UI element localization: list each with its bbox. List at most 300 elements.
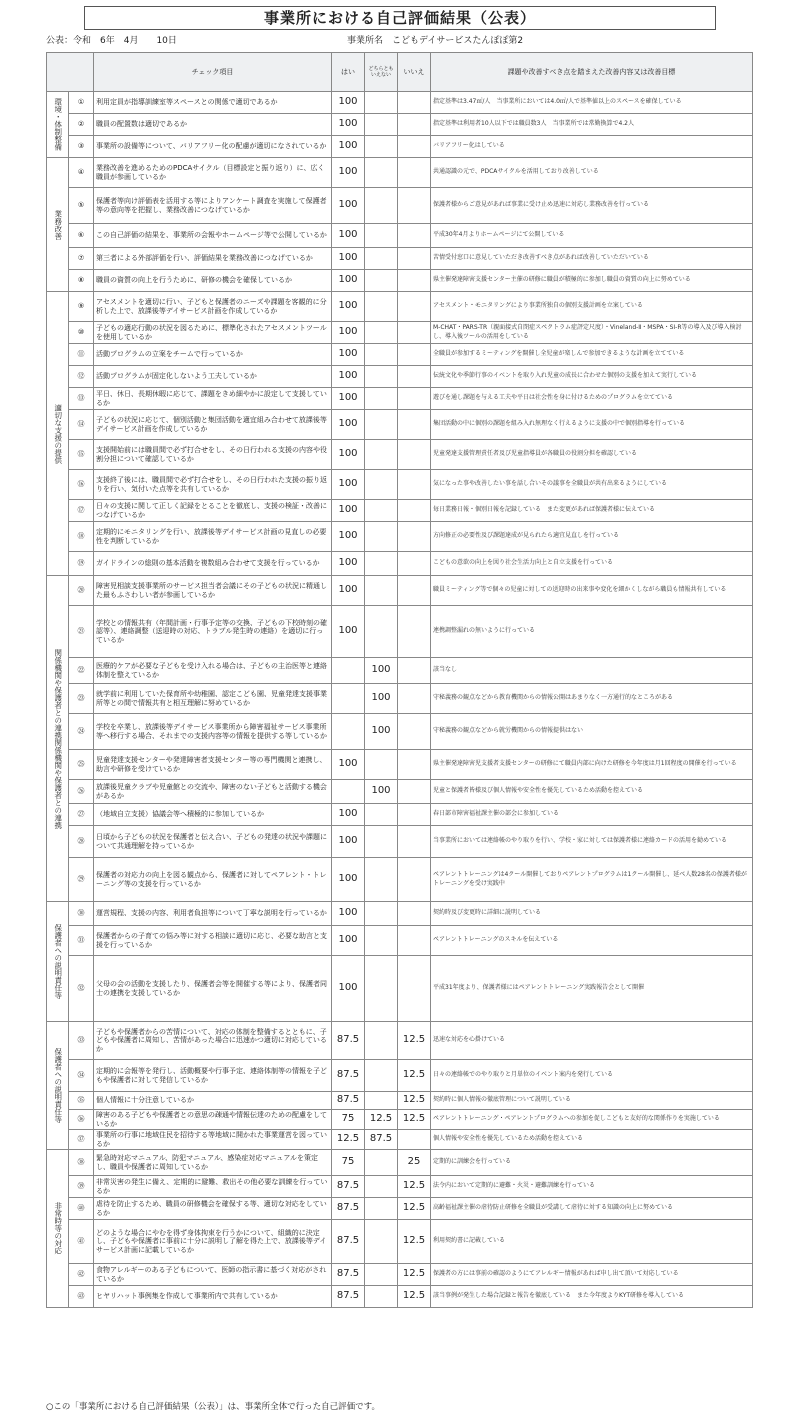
check-item: 保護者の対応力の向上を図る観点から、保護者に対してペアレント・トレーニング等の支援を行っているか [94, 858, 332, 902]
item-number: ㊷ [69, 1264, 94, 1286]
check-item: 保護者からの子育ての悩み等に対する相談に適切に応じ、必要な助言と支援を行っているか [94, 926, 332, 956]
yes-value: 87.5 [332, 1092, 365, 1110]
neither-value [365, 552, 398, 576]
item-number: ⑳ [69, 576, 94, 606]
yes-value: 100 [332, 158, 365, 188]
header-check: チェック項目 [94, 53, 332, 92]
improvement-note: こどもの意欲の向上を図り社会生活力向上と自立支援を行っている [431, 552, 753, 576]
yes-value: 87.5 [332, 1176, 365, 1198]
table-row [47, 224, 753, 248]
item-number: ⑪ [69, 344, 94, 366]
yes-value: 87.5 [332, 1264, 365, 1286]
item-number: ⑲ [69, 552, 94, 576]
check-item: 支援開始前には職員間で必ず打合せをし、その日行われる支援の内容や役割分担について確認しているか [94, 440, 332, 470]
check-item: （地域自立支援）協議会等へ積極的に参加しているか [94, 804, 332, 826]
table-row [47, 1130, 753, 1150]
yes-value: 100 [332, 606, 365, 658]
improvement-note: 遊びを通し課題を与える工夫や平日は社会性を身に付けるためのプログラムを立てている [431, 388, 753, 410]
item-number: ㊱ [69, 1110, 94, 1130]
yes-value: 100 [332, 410, 365, 440]
yes-value: 100 [332, 188, 365, 224]
item-number: ⑦ [69, 248, 94, 270]
yes-value: 100 [332, 826, 365, 858]
table-row [47, 344, 753, 366]
item-number: ⑥ [69, 224, 94, 248]
item-number: ㉔ [69, 714, 94, 750]
table-row [47, 926, 753, 956]
item-number: ② [69, 114, 94, 136]
neither-value [365, 470, 398, 500]
improvement-note: ペアレントトレーニングは4クール開催しておりペアレントプログラムは1クール開催し、延べ人数28名の保護者様がトレーニングを受け実践中 [431, 858, 753, 902]
check-item: 食物アレルギーのある子どもについて、医師の指示書に基づく対応がされているか [94, 1264, 332, 1286]
item-number: ㉛ [69, 926, 94, 956]
neither-value [365, 136, 398, 158]
header-blank [47, 53, 94, 92]
neither-value: 100 [365, 714, 398, 750]
yes-value: 100 [332, 858, 365, 902]
no-value [398, 500, 431, 522]
table-row [47, 804, 753, 826]
check-item: 平日、休日、長期休暇に応じて、課題をきめ細やかに設定して支援しているか [94, 388, 332, 410]
improvement-note: 児童と保護者皆様及び個人情報や安全性を優先しているため活動を控えている [431, 780, 753, 804]
no-value [398, 188, 431, 224]
improvement-note: 苦情受付窓口に意見していただき改善すべき点があれば改善していただいている [431, 248, 753, 270]
neither-value [365, 388, 398, 410]
check-item: 児童発達支援センターや発達障害者支援センター等の専門機関と連携し、助言や研修を受けているか [94, 750, 332, 780]
item-number: ㉞ [69, 1060, 94, 1092]
table-row [47, 1176, 753, 1198]
check-item: アセスメントを適切に行い、子どもと保護者のニーズや課題を客観的に分析した上で、放課後等デイサービス計画を作成しているか [94, 292, 332, 322]
yes-value: 100 [332, 522, 365, 552]
header-improvement: 課題や改善すべき点を踏まえた改善内容又は改善目標 [431, 53, 753, 92]
check-item: 医療的ケアが必要な子どもを受け入れる場合は、子どもの主治医等と連絡体制を整えているか [94, 658, 332, 684]
table-row [47, 158, 753, 188]
improvement-note: 日々の連絡帳でのやり取りと月単位のイベント案内を発行している [431, 1060, 753, 1092]
item-number: ㉓ [69, 684, 94, 714]
check-item: 子どもの状況に応じて、個別活動と集団活動を適宜組み合わせて放課後等デイサービス計画を作成しているか [94, 410, 332, 440]
check-item: 定期的にモニタリングを行い、放課後等デイサービス計画の見直しの必要性を判断しているか [94, 522, 332, 552]
table-row [47, 826, 753, 858]
check-item: 利用定員が指導訓練室等スペースとの関係で適切であるか [94, 92, 332, 114]
no-value [398, 552, 431, 576]
no-value [398, 92, 431, 114]
category-label: 非常時等の対応 [47, 1150, 69, 1308]
table-row [47, 292, 753, 322]
neither-value [365, 1198, 398, 1220]
item-number: ㉚ [69, 902, 94, 926]
neither-value [365, 158, 398, 188]
neither-value [365, 500, 398, 522]
item-number: ⑭ [69, 410, 94, 440]
check-item: 子どもや保護者からの苦情について、対応の体制を整備するとともに、子どもや保護者に周知し、苦情があった場合に迅速かつ適切に対応しているか [94, 1022, 332, 1060]
table-row [47, 684, 753, 714]
table-row [47, 366, 753, 388]
improvement-note: 利用契約書に記載している [431, 1220, 753, 1264]
item-number: ⑰ [69, 500, 94, 522]
check-item: 業務改善を進めるためのPDCAサイクル（目標設定と振り返り）に、広く職員が参画しているか [94, 158, 332, 188]
check-item: 放課後児童クラブや児童館との交流や、障害のない子どもと活動する機会があるか [94, 780, 332, 804]
check-item: 障害のある子どもや保護者との意思の疎通や情報伝達のための配慮をしているか [94, 1110, 332, 1130]
check-item: どのような場合にやむを得ず身体拘束を行うかについて、組織的に決定し、子どもや保護者に事前に十分に説明し了解を得た上で、放課後等デイサービス計画に記載しているか [94, 1220, 332, 1264]
yes-value: 100 [332, 470, 365, 500]
yes-value: 100 [332, 292, 365, 322]
improvement-note: 該当なし [431, 658, 753, 684]
table-row [47, 470, 753, 500]
check-item: 子どもの適応行動の状況を図るために、標準化されたアセスメントツールを使用しているか [94, 322, 332, 344]
yes-value: 100 [332, 344, 365, 366]
yes-value: 87.5 [332, 1198, 365, 1220]
category-label: 保護者への説明責任等 [47, 1022, 69, 1150]
table-row [47, 322, 753, 344]
table-row [47, 1286, 753, 1308]
no-value [398, 388, 431, 410]
neither-value: 12.5 [365, 1110, 398, 1130]
improvement-note: 平成30年4月よりホームページにて公開している [431, 224, 753, 248]
neither-value [365, 804, 398, 826]
table-row [47, 858, 753, 902]
no-value: 12.5 [398, 1286, 431, 1308]
improvement-note: 守秘義務の観点などから教育機関からの情報公開はあまりなく一方通行的なところがある [431, 684, 753, 714]
table-row [47, 136, 753, 158]
item-number: ⑬ [69, 388, 94, 410]
improvement-note: 契約時に個人情報の徹底管理について説明している [431, 1092, 753, 1110]
improvement-note: 指定基準は利用者10人以下では職員数3人 当事業所では常勤換算で4.2人 [431, 114, 753, 136]
yes-value [332, 658, 365, 684]
yes-value [332, 714, 365, 750]
table-row [47, 956, 753, 1022]
table-row [47, 658, 753, 684]
improvement-note: 指定基準は3.47㎡/人 当事業所においては4.0㎡/人で基準値以上のスペースを確保している [431, 92, 753, 114]
no-value [398, 858, 431, 902]
improvement-note: 毎日業務日報・個別日報を記録している また変更があれば保護者様に伝えている [431, 500, 753, 522]
yes-value [332, 684, 365, 714]
table-row [47, 500, 753, 522]
neither-value [365, 522, 398, 552]
no-value [398, 248, 431, 270]
improvement-note: 集団活動の中に個別の課題を組み入れ無理なく行えるように支援の中で個別指導を行っている [431, 410, 753, 440]
neither-value [365, 902, 398, 926]
yes-value: 75 [332, 1110, 365, 1130]
yes-value: 87.5 [332, 1220, 365, 1264]
yes-value: 100 [332, 902, 365, 926]
yes-value: 100 [332, 92, 365, 114]
check-item: 保護者等向け評価表を活用する等によりアンケート調査を実施して保護者等の意向等を把握し、業務改善につなげているか [94, 188, 332, 224]
table-row [47, 270, 753, 292]
check-item: 障害児相談支援事業所のサービス担当者会議にその子どもの状況に精通した最もふさわしい者が参画しているか [94, 576, 332, 606]
no-value [398, 714, 431, 750]
neither-value [365, 188, 398, 224]
no-value [398, 606, 431, 658]
improvement-note: 児童発達支援管理責任者及び児童指導員が各職員の役割分担を確認している [431, 440, 753, 470]
table-row [47, 248, 753, 270]
neither-value [365, 1022, 398, 1060]
table-row [47, 780, 753, 804]
improvement-note: 個人情報や安全性を優先しているため活動を控えている [431, 1130, 753, 1150]
item-number: ④ [69, 158, 94, 188]
table-row [47, 1264, 753, 1286]
table-row [47, 1022, 753, 1060]
check-item: 職員の配置数は適切であるか [94, 114, 332, 136]
neither-value [365, 322, 398, 344]
item-number: ㉖ [69, 780, 94, 804]
neither-value [365, 440, 398, 470]
item-number: ⑮ [69, 440, 94, 470]
item-number: ㊸ [69, 1286, 94, 1308]
improvement-note: 高齢福祉課主催の虐待防止研修を全職員が受講して虐待に対する知識の向上に努めている [431, 1198, 753, 1220]
item-number: ⑧ [69, 270, 94, 292]
office-name: 事業所名 こどもデイサービスたんぽぽ第2 [347, 36, 524, 46]
neither-value [365, 344, 398, 366]
improvement-note: ペアレントトレーニングのスキルを伝えている [431, 926, 753, 956]
no-value [398, 366, 431, 388]
neither-value [365, 224, 398, 248]
improvement-note: 定期的に訓練会を行っている [431, 1150, 753, 1176]
check-item: この自己評価の結果を、事業所の会報やホームページ等で公開しているか [94, 224, 332, 248]
improvement-note: 契約時及び変更時に詳細に説明している [431, 902, 753, 926]
item-number: ㉙ [69, 858, 94, 902]
check-item: 支援終了後には、職員間で必ず打合せをし、その日行われた支援の振り返りを行い、気付いた点等を共有しているか [94, 470, 332, 500]
yes-value: 100 [332, 500, 365, 522]
item-number: ㉟ [69, 1092, 94, 1110]
no-value [398, 158, 431, 188]
yes-value: 100 [332, 270, 365, 292]
yes-value: 87.5 [332, 1060, 365, 1092]
table-row [47, 1060, 753, 1092]
no-value: 12.5 [398, 1060, 431, 1092]
improvement-note: ペアレントトレーニング・ペアレントプログラムへの参加を促しこどもと友好的な関係作りを実施している [431, 1110, 753, 1130]
check-item: 定期的に会報等を発行し、活動概要や行事予定、連絡体制等の情報を子どもや保護者に対して発信しているか [94, 1060, 332, 1092]
no-value [398, 470, 431, 500]
no-value [398, 804, 431, 826]
yes-value: 87.5 [332, 1022, 365, 1060]
improvement-note: 法令内において定期的に避難・火災・避難訓練を行っている [431, 1176, 753, 1198]
no-value [398, 292, 431, 322]
neither-value: 100 [365, 658, 398, 684]
improvement-note: バリアフリー化はしている [431, 136, 753, 158]
item-number: ㉕ [69, 750, 94, 780]
check-item: 就学前に利用していた保育所や幼稚園、認定こども園、児童発達支援事業所等との間で情報共有と相互理解に努めているか [94, 684, 332, 714]
no-value: 12.5 [398, 1092, 431, 1110]
yes-value: 100 [332, 114, 365, 136]
neither-value: 100 [365, 780, 398, 804]
table-row [47, 388, 753, 410]
item-number: ㉜ [69, 956, 94, 1022]
table-row [47, 1150, 753, 1176]
item-number: ㊶ [69, 1220, 94, 1264]
no-value [398, 576, 431, 606]
no-value [398, 322, 431, 344]
table-row [47, 92, 753, 114]
no-value [398, 270, 431, 292]
neither-value [365, 926, 398, 956]
table-row [47, 114, 753, 136]
yes-value: 100 [332, 956, 365, 1022]
neither-value [365, 858, 398, 902]
table-row [47, 714, 753, 750]
no-value: 12.5 [398, 1022, 431, 1060]
table-row [47, 440, 753, 470]
category-label: 環境・体制整備 [47, 92, 69, 158]
no-value [398, 114, 431, 136]
item-number: ㉒ [69, 658, 94, 684]
neither-value: 87.5 [365, 1130, 398, 1150]
improvement-note: 迅速な対応を心掛けている [431, 1022, 753, 1060]
category-label: 保護者への説明責任等 [47, 902, 69, 1022]
yes-value: 100 [332, 750, 365, 780]
improvement-note: 県主催発達障害児支援者支援センターの研修にて職員内部に向けた研修を今年度は月1回程度の開催を行っている [431, 750, 753, 780]
improvement-note: 保護者様からご意見があれば事業に受け止め迅速に対応し業務改善を行っている [431, 188, 753, 224]
yes-value: 100 [332, 224, 365, 248]
check-item: 虐待を防止するため、職員の研修機会を確保する等、適切な対応をしているか [94, 1198, 332, 1220]
improvement-note: アセスメント・モニタリングにより事業所独自の個別支援計画を立案している [431, 292, 753, 322]
no-value [398, 1130, 431, 1150]
no-value [398, 224, 431, 248]
improvement-note: 職員ミーティング等で個々の児童に対しての送迎時の出来事や変化を細かくしながら職員も情報共有している [431, 576, 753, 606]
no-value [398, 750, 431, 780]
check-item: 非常災害の発生に備え、定期的に避難、救出その他必要な訓練を行っているか [94, 1176, 332, 1198]
neither-value [365, 1150, 398, 1176]
neither-value [365, 576, 398, 606]
item-number: ㉝ [69, 1022, 94, 1060]
table-row [47, 1110, 753, 1130]
yes-value: 100 [332, 248, 365, 270]
check-item: 事業所の行事に地域住民を招待する等地域に開かれた事業運営を図っているか [94, 1130, 332, 1150]
item-number: ㊵ [69, 1198, 94, 1220]
neither-value [365, 1220, 398, 1264]
publication-date: 公表：令和 6年 4月 10日 [46, 36, 177, 46]
check-item: 緊急時対応マニュアル、防犯マニュアル、感染症対応マニュアルを策定し、職員や保護者に周知しているか [94, 1150, 332, 1176]
item-number: ⑤ [69, 188, 94, 224]
check-item: 学校を卒業し、放課後等デイサービス事業所から障害福祉サービス事業所等へ移行する場合、それまでの支援内容等の情報を提供する等しているか [94, 714, 332, 750]
improvement-note: 全職員が参加するミーティングを開催し全児童が楽しんで参加できるような計画を立てている [431, 344, 753, 366]
category-label: 業務改善 [47, 158, 69, 292]
improvement-note: 平成31年度より、保護者様にはペアレントトレーニング実践報告会として開催 [431, 956, 753, 1022]
neither-value [365, 1286, 398, 1308]
category-label: 適切な支援の提供 [47, 292, 69, 576]
neither-value [365, 1264, 398, 1286]
neither-value [365, 270, 398, 292]
improvement-note: 伝統文化や季節行事のイベントを取り入れ児童の成長に合わせた個別の支援を加えて実行している [431, 366, 753, 388]
evaluation-table [46, 52, 753, 1308]
item-number: ⑯ [69, 470, 94, 500]
neither-value: 100 [365, 684, 398, 714]
table-row [47, 750, 753, 780]
table-row [47, 1092, 753, 1110]
yes-value: 100 [332, 926, 365, 956]
yes-value: 100 [332, 440, 365, 470]
check-item: 個人情報に十分注意しているか [94, 1092, 332, 1110]
no-value [398, 684, 431, 714]
check-item: ヒヤリハット事例集を作成して事業所内で共有しているか [94, 1286, 332, 1308]
table-row [47, 902, 753, 926]
improvement-note: 保護者の方には事前の確認のようにてアレルギー情報があれば申し出て頂いて対応している [431, 1264, 753, 1286]
improvement-note: 県主催発達障害支援センター主催の研修に職員が積極的に参加し職員の資質の向上に努めている [431, 270, 753, 292]
item-number: ㊳ [69, 1150, 94, 1176]
check-item: ガイドラインの総則の基本活動を複数組み合わせて支援を行っているか [94, 552, 332, 576]
no-value: 12.5 [398, 1220, 431, 1264]
neither-value [365, 292, 398, 322]
item-number: ⑫ [69, 366, 94, 388]
no-value [398, 344, 431, 366]
no-value [398, 440, 431, 470]
improvement-note: 守秘義務の観点などから就労機関からの情報提供はない [431, 714, 753, 750]
item-number: ⑨ [69, 292, 94, 322]
check-item: 学校との情報共有（年間計画・行事予定等の交換、子どもの下校時刻の確認等）、連絡調整（送迎時の対応、トラブル発生時の連絡）を適切に行っているか [94, 606, 332, 658]
improvement-note: 連携調整漏れの無いように行っている [431, 606, 753, 658]
check-item: 第三者による外部評価を行い、評価結果を業務改善につなげているか [94, 248, 332, 270]
item-number: ㉑ [69, 606, 94, 658]
yes-value: 100 [332, 366, 365, 388]
yes-value: 100 [332, 552, 365, 576]
improvement-note: 春日部市障害福祉課主催の部会に参加している [431, 804, 753, 826]
improvement-note: 当事業所においては連絡帳のやり取りを行い、学校・家に対しては保護者様に連絡カードの活用を勧めている [431, 826, 753, 858]
no-value: 25 [398, 1150, 431, 1176]
table-row [47, 522, 753, 552]
item-number: ⑱ [69, 522, 94, 552]
header-yes: はい [332, 53, 365, 92]
neither-value [365, 826, 398, 858]
table-row [47, 576, 753, 606]
yes-value [332, 780, 365, 804]
neither-value [365, 410, 398, 440]
check-item: 事業所の設備等について、バリアフリー化の配慮が適切になされているか [94, 136, 332, 158]
item-number: ⑩ [69, 322, 94, 344]
improvement-note: 該当事例が発生した場合記録と報告を徹底している また今年度よりKYT研修を導入している [431, 1286, 753, 1308]
item-number: ③ [69, 136, 94, 158]
yes-value: 12.5 [332, 1130, 365, 1150]
table-row [47, 1220, 753, 1264]
neither-value [365, 750, 398, 780]
yes-value: 100 [332, 322, 365, 344]
table-row [47, 552, 753, 576]
item-number: ㊴ [69, 1176, 94, 1198]
no-value: 12.5 [398, 1264, 431, 1286]
item-number: ① [69, 92, 94, 114]
no-value [398, 136, 431, 158]
neither-value [365, 1176, 398, 1198]
check-item: 活動プログラムの立案をチームで行っているか [94, 344, 332, 366]
page-title: 事業所における自己評価結果（公表） [84, 6, 716, 30]
table-row [47, 606, 753, 658]
no-value [398, 956, 431, 1022]
yes-value: 100 [332, 388, 365, 410]
yes-value: 75 [332, 1150, 365, 1176]
header-neither: どちらともいえない [365, 53, 398, 92]
table-header-row [47, 53, 753, 92]
check-item: 父母の会の活動を支援したり、保護者会等を開催する等により、保護者同士の連携を支援しているか [94, 956, 332, 1022]
yes-value: 100 [332, 576, 365, 606]
neither-value [365, 606, 398, 658]
check-item: 運営規程、支援の内容、利用者負担等について丁寧な説明を行っているか [94, 902, 332, 926]
improvement-note: M-CHAT・PARS-TR（親面接式自閉症スペクトラム症評定尺度）・Vineland-Ⅱ・MSPA・SI-R等の導入及び導入検討し、導入後ツールの活用をしている [431, 322, 753, 344]
neither-value [365, 956, 398, 1022]
no-value [398, 658, 431, 684]
improvement-note: 共通認識の元で、PDCAサイクルを活用しており改善している [431, 158, 753, 188]
table-row [47, 1198, 753, 1220]
neither-value [365, 1092, 398, 1110]
no-value: 12.5 [398, 1198, 431, 1220]
improvement-note: 気になった事や改善したい事を話し合いその議事を全職員が共有出来るようにしている [431, 470, 753, 500]
check-item: 活動プログラムが固定化しないよう工夫しているか [94, 366, 332, 388]
table-row [47, 410, 753, 440]
neither-value [365, 114, 398, 136]
no-value [398, 780, 431, 804]
yes-value: 100 [332, 136, 365, 158]
no-value [398, 410, 431, 440]
no-value: 12.5 [398, 1110, 431, 1130]
item-number: ㉘ [69, 826, 94, 858]
header-no: いいえ [398, 53, 431, 92]
